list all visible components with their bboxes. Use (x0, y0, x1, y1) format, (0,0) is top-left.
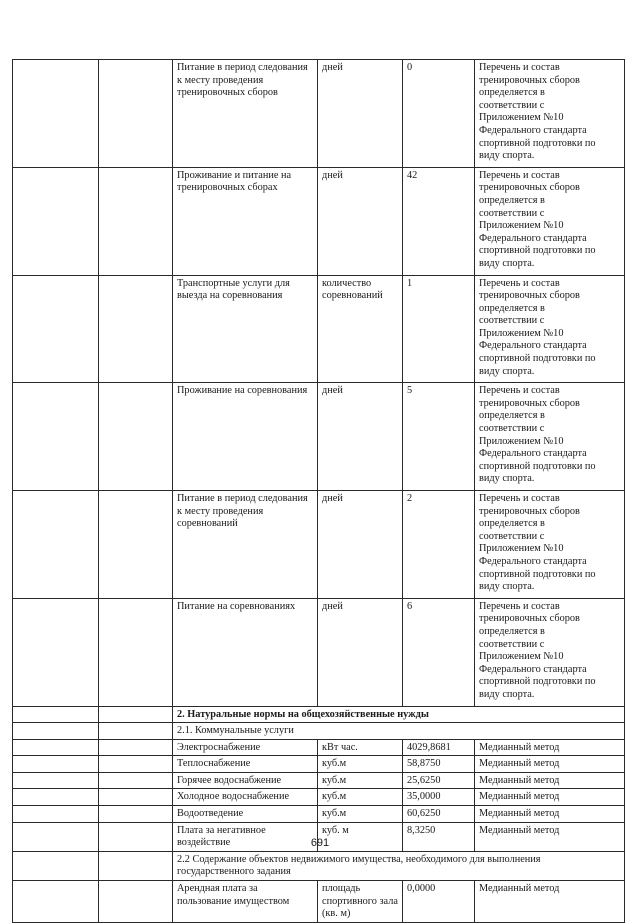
empty-cell (13, 275, 99, 383)
row-unit: дней (318, 60, 403, 168)
empty-cell (99, 598, 173, 706)
row-unit: кВт час. (318, 739, 403, 756)
empty-cell (13, 739, 99, 756)
table-row (13, 491, 625, 599)
empty-cell (99, 851, 173, 880)
table-row (13, 383, 625, 491)
row-unit: дней (318, 491, 403, 599)
row-unit: дней (318, 383, 403, 491)
row-unit: количество соревнований (318, 275, 403, 383)
empty-cell (99, 772, 173, 789)
empty-cell (99, 756, 173, 773)
row-unit: дней (318, 598, 403, 706)
row-note: Перечень и состав тренировочных сборов определяется в соответствии с Приложением №10 Федерального стандарта спортивной подготовки по виду спорта. (475, 275, 625, 383)
empty-cell (13, 723, 99, 740)
row-name: Транспортные услуги для выезда на соревнования (173, 275, 318, 383)
empty-cell (99, 723, 173, 740)
empty-cell (13, 491, 99, 599)
row-name: Проживание на соревнования (173, 383, 318, 491)
row-name: Водоотведение (173, 806, 318, 823)
empty-cell (13, 881, 99, 923)
row-value: 58,8750 (403, 756, 475, 773)
table-row (13, 60, 625, 168)
empty-cell (13, 383, 99, 491)
row-note: Медианный метод (475, 822, 625, 851)
row-note: Перечень и состав тренировочных сборов определяется в соответствии с Приложением №10 Федерального стандарта спортивной подготовки по виду спорта. (475, 60, 625, 168)
row-name: Горячее водоснабжение (173, 772, 318, 789)
empty-cell (13, 598, 99, 706)
row-value: 8,3250 (403, 822, 475, 851)
row-name: Электроснабжение (173, 739, 318, 756)
empty-cell (99, 275, 173, 383)
row-unit: площадь спортивного зала (кв. м) (318, 881, 403, 923)
table-row (13, 739, 625, 756)
subsection-heading: 2.1. Коммунальные услуги (173, 723, 625, 740)
row-value: 0,0000 (403, 881, 475, 923)
empty-cell (99, 881, 173, 923)
row-note: Медианный метод (475, 881, 625, 923)
row-note: Медианный метод (475, 806, 625, 823)
row-note: Медианный метод (475, 756, 625, 773)
row-note: Перечень и состав тренировочных сборов определяется в соответствии с Приложением №10 Федерального стандарта спортивной подготовки по виду спорта. (475, 383, 625, 491)
row-name: Арендная плата за пользование имуществом (173, 881, 318, 923)
page-number: 691 (310, 837, 330, 849)
table-body (13, 60, 625, 923)
row-note: Перечень и состав тренировочных сборов определяется в соответствии с Приложением №10 Федерального стандарта спортивной подготовки по виду спорта. (475, 491, 625, 599)
row-value: 5 (403, 383, 475, 491)
table-row (13, 772, 625, 789)
row-note: Перечень и состав тренировочных сборов определяется в соответствии с Приложением №10 Федерального стандарта спортивной подготовки по виду спорта. (475, 167, 625, 275)
row-note: Медианный метод (475, 789, 625, 806)
row-name: Плата за негативное воздействие (173, 822, 318, 851)
subsection-heading: 2.2 Содержание объектов недвижимого имущества, необходимого для выполнения государственного задания (173, 851, 625, 880)
row-value: 1 (403, 275, 475, 383)
table-row (13, 275, 625, 383)
norms-table (12, 59, 625, 923)
empty-cell (99, 739, 173, 756)
section-row (13, 851, 625, 880)
row-value: 4029,8681 (403, 739, 475, 756)
table-row (13, 598, 625, 706)
empty-cell (99, 383, 173, 491)
row-unit: куб.м (318, 756, 403, 773)
row-unit: куб.м (318, 789, 403, 806)
row-value: 2 (403, 491, 475, 599)
empty-cell (13, 851, 99, 880)
empty-cell (99, 806, 173, 823)
table-row (13, 756, 625, 773)
section-row (13, 723, 625, 740)
row-value: 60,6250 (403, 806, 475, 823)
row-value: 35,0000 (403, 789, 475, 806)
section-heading: 2. Натуральные нормы на общехозяйственные нужды (173, 706, 625, 723)
row-value: 6 (403, 598, 475, 706)
row-name: Питание в период следования к месту проведения соревнований (173, 491, 318, 599)
row-name: Питание в период следования к месту проведения тренировочных сборов (173, 60, 318, 168)
empty-cell (13, 60, 99, 168)
row-note: Медианный метод (475, 739, 625, 756)
table-row (13, 881, 625, 923)
row-unit: куб.м (318, 806, 403, 823)
empty-cell (99, 789, 173, 806)
row-name: Холодное водоснабжение (173, 789, 318, 806)
section-row (13, 706, 625, 723)
row-note: Медианный метод (475, 772, 625, 789)
row-name: Теплоснабжение (173, 756, 318, 773)
row-unit: дней (318, 167, 403, 275)
empty-cell (99, 706, 173, 723)
empty-cell (13, 167, 99, 275)
empty-cell (13, 706, 99, 723)
table-row (13, 789, 625, 806)
table-row (13, 167, 625, 275)
empty-cell (13, 756, 99, 773)
empty-cell (99, 491, 173, 599)
row-name: Проживание и питание на тренировочных сборах (173, 167, 318, 275)
row-value: 42 (403, 167, 475, 275)
row-value: 0 (403, 60, 475, 168)
empty-cell (13, 789, 99, 806)
row-name: Питание на соревнованиях (173, 598, 318, 706)
empty-cell (99, 60, 173, 168)
empty-cell (13, 772, 99, 789)
row-note: Перечень и состав тренировочных сборов определяется в соответствии с Приложением №10 Федерального стандарта спортивной подготовки по виду спорта. (475, 598, 625, 706)
row-unit: куб. м (318, 822, 403, 851)
empty-cell (13, 806, 99, 823)
empty-cell (99, 167, 173, 275)
row-unit: куб.м (318, 772, 403, 789)
table-row (13, 806, 625, 823)
row-value: 25,6250 (403, 772, 475, 789)
